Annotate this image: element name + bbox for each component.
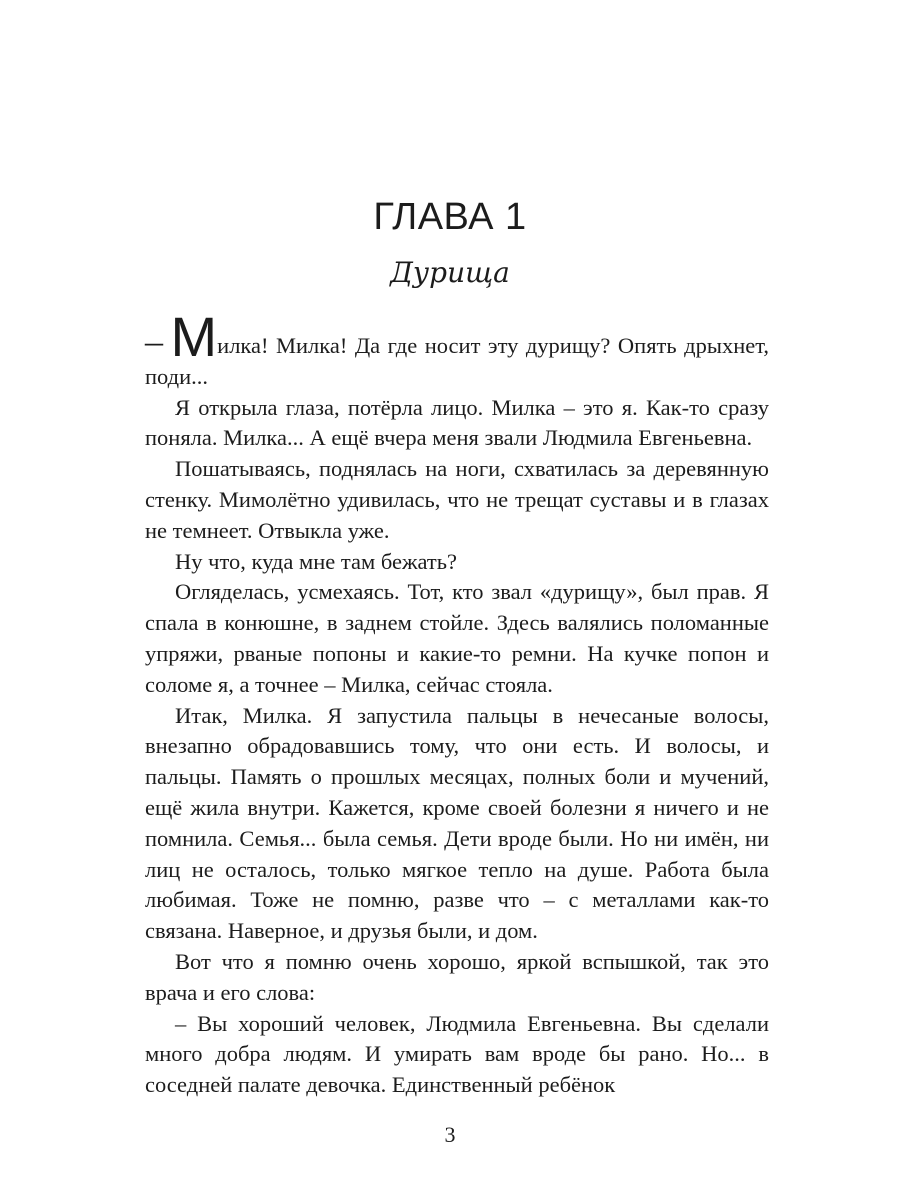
paragraph: Я открыла глаза, потёрла лицо. Милка – это я. Как-то сразу поняла. Милка... А ещё вчера меня звали Людмила Евгеньевна.: [145, 394, 769, 451]
chapter-subtitle: Дурища: [390, 256, 510, 289]
paragraph: Огляделась, усмехаясь. Тот, кто звал «дурищу», был прав. Я спала в конюшне, в заднем стойле. Здесь валялись поломанные упряжи, рваные попоны и какие-то ремни. На кучке попон и соломе я, а точнее – Милка, сейчас стояла.: [145, 579, 769, 697]
paragraph: – Вы хороший человек, Людмила Евгеньевна. Вы сделали много добра людям. И умирать вам вроде бы рано. Но... в соседней палате девочка. Единственный ребёнок: [145, 1010, 769, 1098]
dropcap-letter: М: [170, 305, 218, 368]
page-number: 3: [444, 1122, 456, 1147]
paragraph: Пошатываясь, поднялась на ноги, схватилась за деревянную стенку. Мимолётно удивилась, что не трещат суставы и в глазах не темнеет. Отвыкла уже.: [145, 456, 769, 543]
paragraph-text: илка! Милка! Да где носит эту дурищу? Опять дрыхнет, поди...: [145, 333, 770, 389]
paragraph: Итак, Милка. Я запустила пальцы в нечесаные волосы, внезапно обрадовавшись тому, что они есть. И волосы, и пальцы. Память о прошлых месяцах, полных боли и мучений, ещё жила внутри. Кажется, кроме своей болезни я ничего и не помнила. Семья... была семья. Дети вроде были. Но ни имён, ни лиц не осталось, только мягкое тепло на душе. Работа была любимая. Тоже не помню, разве что – с металлами как-то связана. Наверное, и друзья были, и дом.: [145, 702, 769, 944]
dropcap-dash: –: [145, 321, 163, 361]
chapter-heading: ГЛАВА 1: [373, 196, 527, 238]
paragraph: [145, 305, 770, 393]
body-text: [145, 305, 770, 1101]
paragraph: Вот что я помню очень хорошо, яркой вспышкой, так это врача и его слова:: [145, 948, 769, 1005]
paragraph: Ну что, куда мне там бежать?: [175, 548, 457, 574]
